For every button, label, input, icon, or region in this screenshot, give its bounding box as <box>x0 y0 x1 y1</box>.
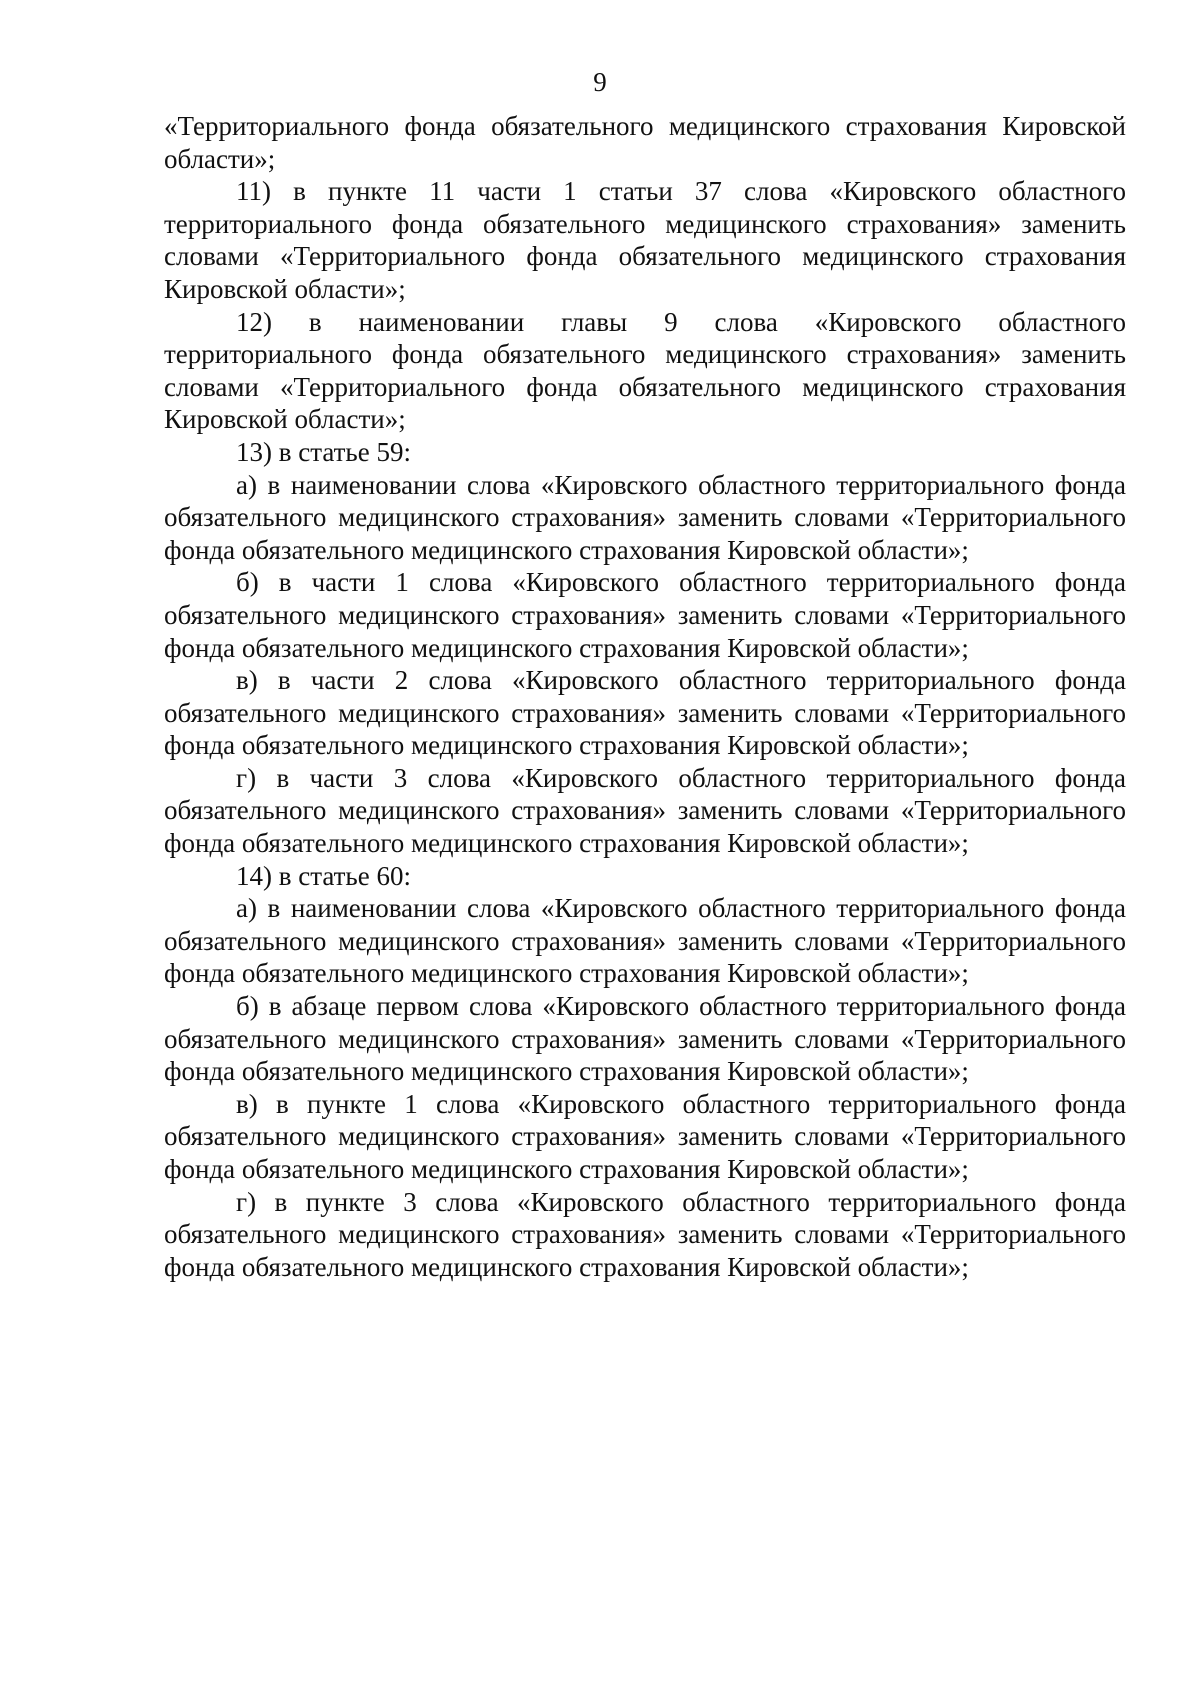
paragraph-item-14a: а) в наименовании слова «Кировского областного территориального фонда обязательного медицинского страхования» заменить словами «Территориального фонда обязательного медицинского страхования Кировской области»; <box>164 893 1126 989</box>
paragraph-item-13v: в) в части 2 слова «Кировского областного территориального фонда обязательного медицинского страхования» заменить словами «Территориального фонда обязательного медицинского страхования Кировской области»; <box>164 665 1126 761</box>
paragraph-item-12: 12) в наименовании главы 9 слова «Кировского областного территориального фонда обязательного медицинского страхования» заменить словами «Территориального фонда обязательного медицинского страхования Кировской области»; <box>164 306 1126 435</box>
paragraph-item-13b: б) в части 1 слова «Кировского областного территориального фонда обязательного медицинского страхования» заменить словами «Территориального фонда обязательного медицинского страхования Кировской области»; <box>164 567 1126 663</box>
paragraph-item-13g: г) в части 3 слова «Кировского областного территориального фонда обязательного медицинского страхования» заменить словами «Территориального фонда обязательного медицинского страхования Кировской области»; <box>164 762 1126 859</box>
paragraph-item-14v: в) в пункте 1 слова «Кировского областного территориального фонда обязательного медицинского страхования» заменить словами «Территориального фонда обязательного медицинского страхования Кировской области»; <box>164 1088 1126 1184</box>
paragraph-item-11: 11) в пункте 11 части 1 статьи 37 слова «Кировского областного территориального фонда обязательного медицинского страхования» заменить словами «Территориального фонда обязательного медицинского страхования Кировской области»; <box>164 176 1126 304</box>
document-body <box>164 110 1126 1283</box>
paragraph-item-13-heading: 13) в статье 59: <box>236 436 411 467</box>
paragraph-item-13a: а) в наименовании слова «Кировского областного территориального фонда обязательного медицинского страхования» заменить словами «Территориального фонда обязательного медицинского страхования Кировской области»; <box>164 469 1126 565</box>
paragraph-item-14-heading: 14) в статье 60: <box>236 860 411 891</box>
paragraph-item-14b: б) в абзаце первом слова «Кировского областного территориального фонда обязательного медицинского страхования» заменить словами «Территориального фонда обязательного медицинского страхования Кировской области»; <box>164 991 1126 1087</box>
paragraph-item-14g: г) в пункте 3 слова «Кировского областного территориального фонда обязательного медицинского страхования» заменить словами «Территориального фонда обязательного медицинского страхования Кировской области»; <box>164 1186 1126 1282</box>
page-number: 9 <box>593 67 607 97</box>
paragraph-continuation: «Территориального фонда обязательного медицинского страхования Кировской области»; <box>164 111 1126 174</box>
